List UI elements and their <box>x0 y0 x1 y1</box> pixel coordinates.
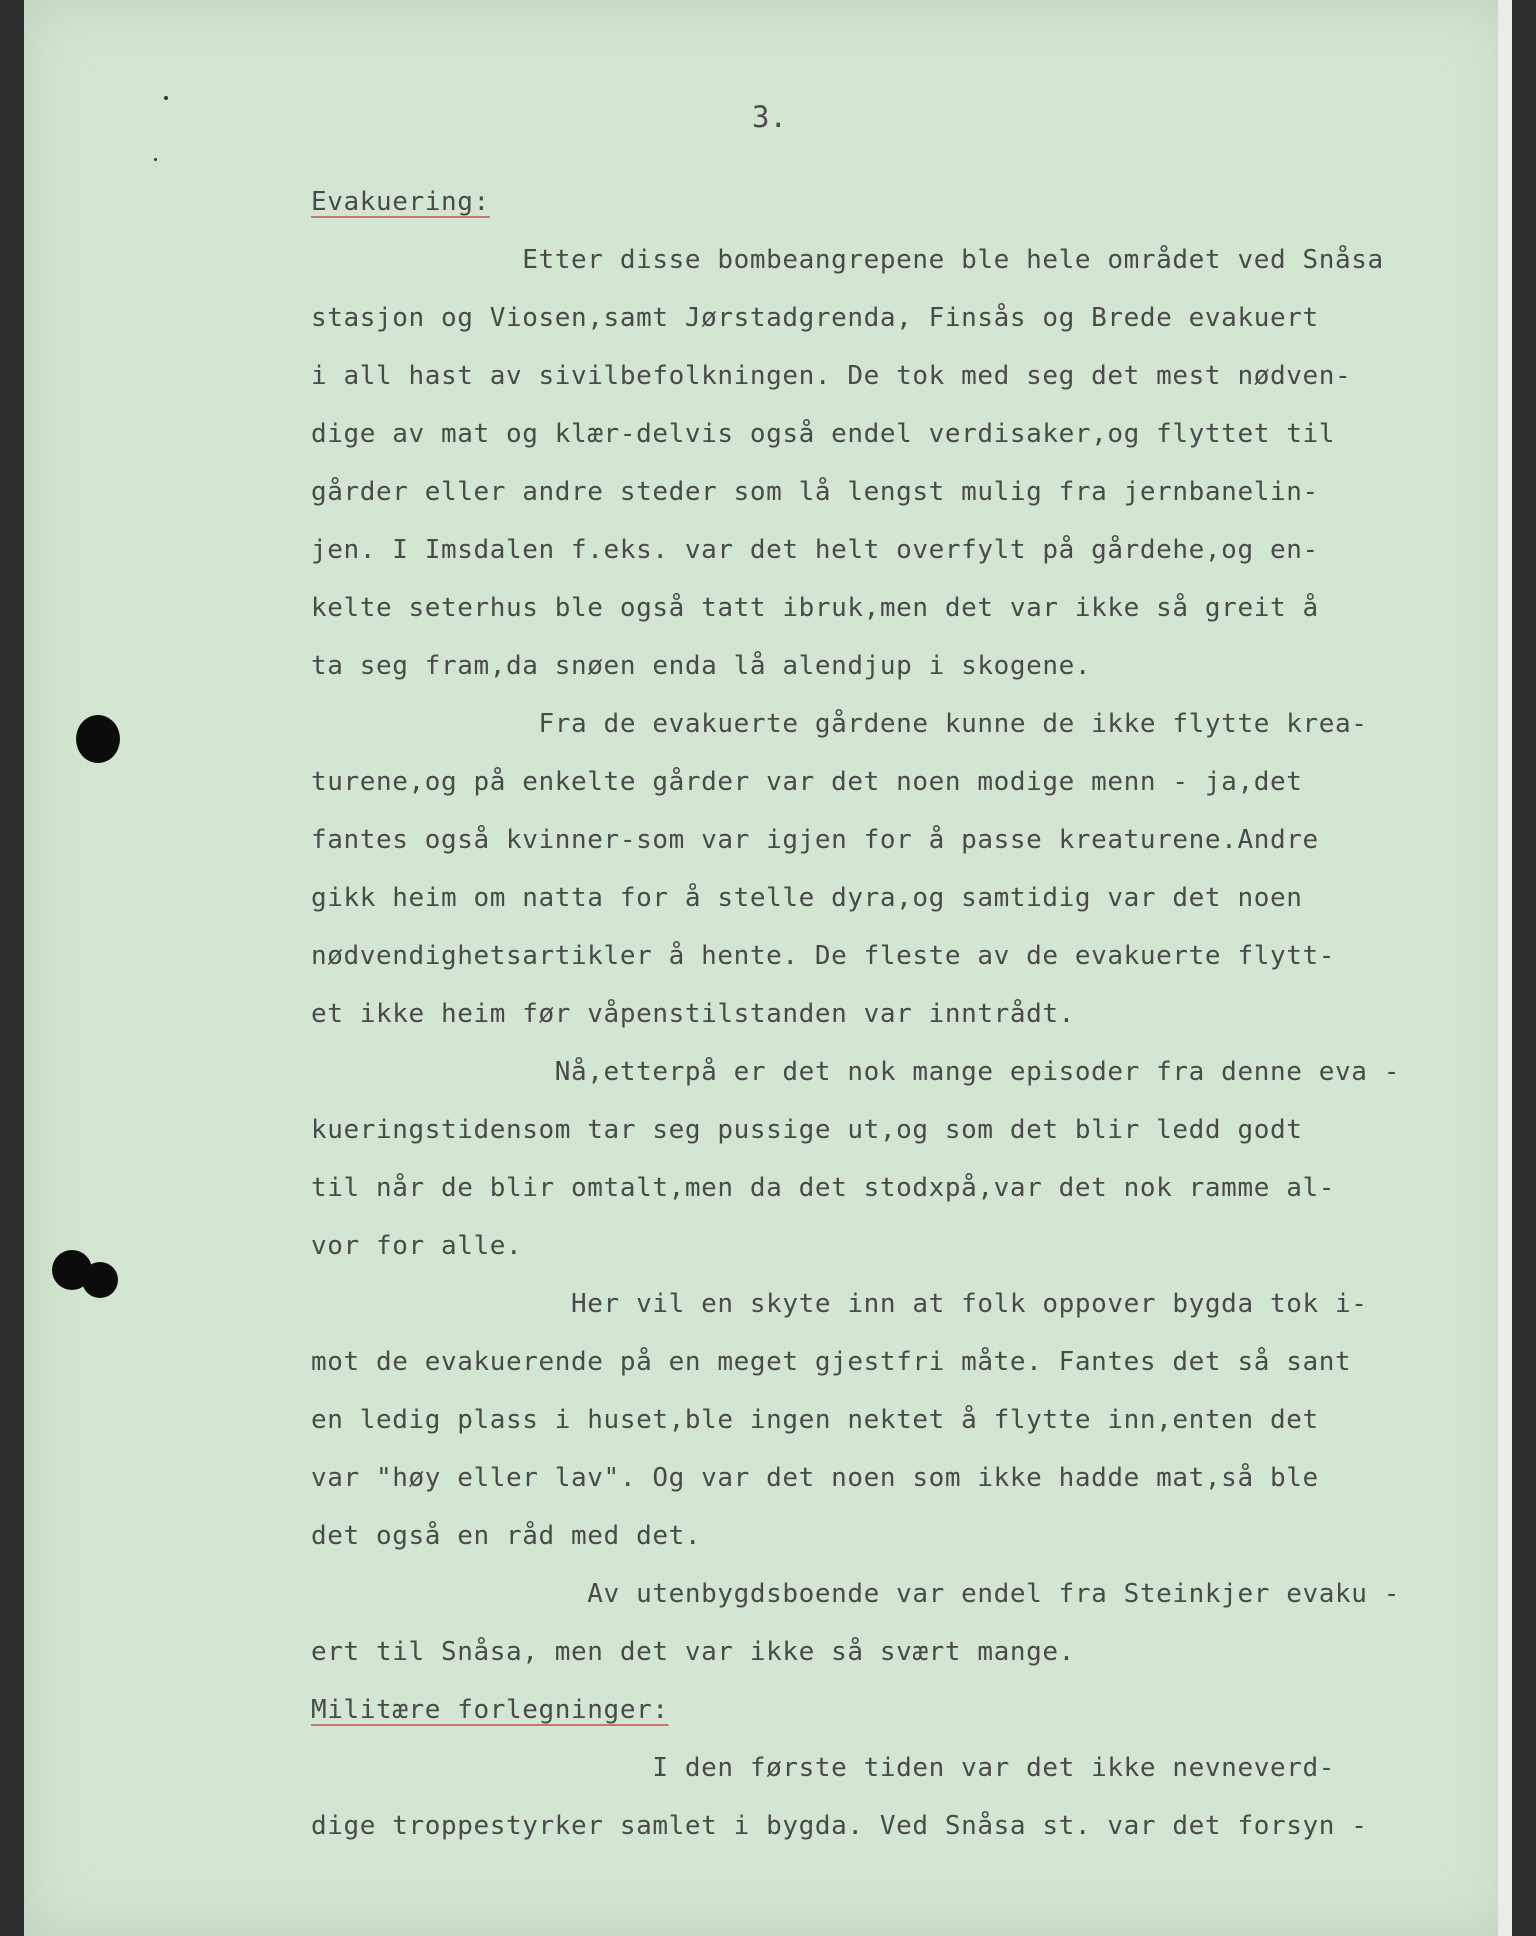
text-line: til når de blir omtalt,men da det stodxpå,var det nok ramme al- <box>311 1173 1335 1203</box>
page-edge <box>1498 0 1512 1936</box>
text-line: vor for alle. <box>311 1231 523 1261</box>
text-line: et ikke heim før våpenstilstanden var inntrådt. <box>311 999 1075 1029</box>
text-line: Her vil en skyte inn at folk oppover bygda tok i- <box>311 1289 1368 1319</box>
section-heading: Militære forlegninger: <box>311 1695 669 1725</box>
ink-speck <box>154 158 157 161</box>
section-evakuering <box>311 173 1461 1681</box>
text-line: dige av mat og klær-delvis også endel verdisaker,og flyttet til <box>311 419 1335 449</box>
ink-speck <box>164 96 168 100</box>
text-line: kelte seterhus ble også tatt ibruk,men det var ikke så greit å <box>311 593 1319 623</box>
text-line: mot de evakuerende på en meget gjestfri måte. Fantes det så sant <box>311 1347 1352 1377</box>
text-line: ert til Snåsa, men det var ikke så svært mange. <box>311 1637 1075 1667</box>
text-line: dige troppestyrker samlet i bygda. Ved Snåsa st. var det forsyn - <box>311 1811 1368 1841</box>
text-line: I den første tiden var det ikke nevneverd- <box>311 1753 1335 1783</box>
section-militaere-forlegninger <box>311 1681 1461 1855</box>
text-line: Fra de evakuerte gårdene kunne de ikke flytte krea- <box>311 709 1368 739</box>
punch-hole <box>76 715 120 763</box>
text-line: Av utenbygdsboende var endel fra Steinkjer evaku - <box>311 1579 1400 1609</box>
text-line: jen. I Imsdalen f.eks. var det helt overfylt på gårdehe,og en- <box>311 535 1319 565</box>
punch-hole <box>82 1262 118 1298</box>
text-line: nødvendighetsartikler å hente. De fleste av de evakuerte flytt- <box>311 941 1335 971</box>
document-page <box>24 0 1512 1936</box>
text-line: var "høy eller lav". Og var det noen som ikke hadde mat,så ble <box>311 1463 1319 1493</box>
text-line: Nå,etterpå er det nok mange episoder fra denne eva - <box>311 1057 1400 1087</box>
text-line: det også en råd med det. <box>311 1521 702 1551</box>
text-line: Etter disse bombeangrepene ble hele området ved Snåsa <box>311 245 1384 275</box>
text-line: fantes også kvinner-som var igjen for å passe kreaturene.Andre <box>311 825 1319 855</box>
text-line: turene,og på enkelte gårder var det noen modige menn - ja,det <box>311 767 1303 797</box>
text-line: i all hast av sivilbefolkningen. De tok med seg det mest nødven- <box>311 361 1352 391</box>
section-heading: Evakuering: <box>311 187 490 217</box>
text-line: gårder eller andre steder som lå lengst mulig fra jernbanelin- <box>311 477 1319 507</box>
text-line: en ledig plass i huset,ble ingen nektet å flytte inn,enten det <box>311 1405 1319 1435</box>
text-line: ta seg fram,da snøen enda lå alendjup i skogene. <box>311 651 1092 681</box>
text-line: gikk heim om natta for å stelle dyra,og samtidig var det noen <box>311 883 1303 913</box>
page-number: 3. <box>752 100 787 134</box>
text-line: stasjon og Viosen,samt Jørstadgrenda, Finsås og Brede evakuert <box>311 303 1319 333</box>
text-line: kueringstidensom tar seg pussige ut,og som det blir ledd godt <box>311 1115 1303 1145</box>
